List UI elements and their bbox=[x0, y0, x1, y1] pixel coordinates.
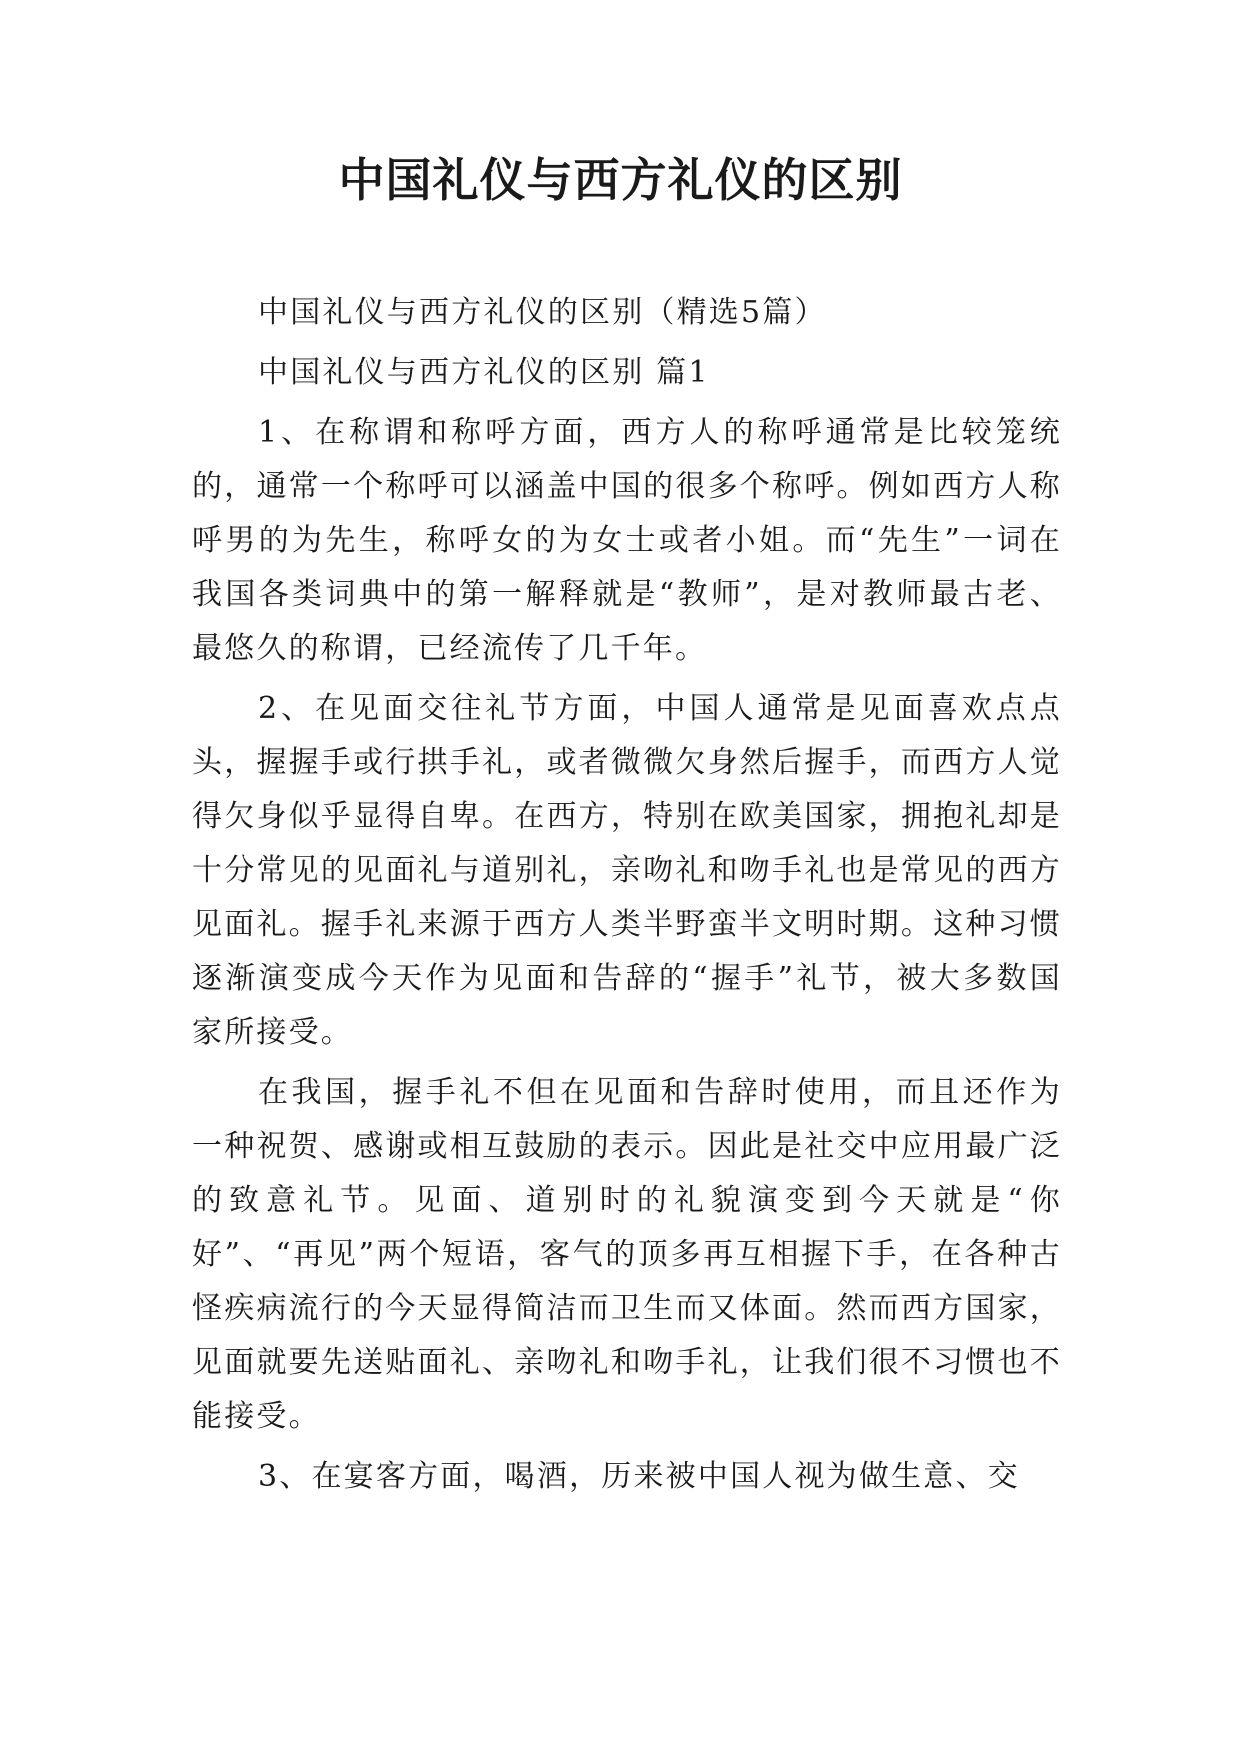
document-title: 中国礼仪与西方礼仪的区别 bbox=[338, 153, 903, 207]
document-body bbox=[192, 286, 1062, 1510]
body-paragraph: 1、在称谓和称呼方面，西方人的称呼通常是比较笼统的，通常一个称呼可以涵盖中国的很多个称呼。例如西方人称呼男的为先生，称呼女的为女士或者小姐。而“先生”一词在我国各类词典中的第一解释就是“教师”，是对教师最古老、最悠久的称谓，已经流传了几千年。 bbox=[192, 415, 1062, 666]
subtitle-paragraph: 中国礼仪与西方礼仪的区别（精选5篇） bbox=[258, 295, 827, 330]
body-paragraph: 2、在见面交往礼节方面，中国人通常是见面喜欢点点头，握握手或行拱手礼，或者微微欠身然后握手，而西方人觉得欠身似乎显得自卑。在西方，特别在欧美国家，拥抱礼却是十分常见的见面礼与道别礼，亲吻礼和吻手礼也是常见的西方见面礼。握手礼来源于西方人类半野蛮半文明时期。这种习惯逐渐演变成今天作为见面和告辞的“握手”礼节，被大多数国家所接受。 bbox=[192, 691, 1062, 1050]
section-heading-paragraph: 中国礼仪与西方礼仪的区别 篇1 bbox=[258, 355, 710, 390]
body-paragraph: 3、在宴客方面，喝酒，历来被中国人视为做生意、交 bbox=[258, 1459, 1020, 1494]
body-paragraph: 在我国，握手礼不但在见面和告辞时使用，而且还作为一种祝贺、感谢或相互鼓励的表示。因此是社交中应用最广泛的致意礼节。见面、道别时的礼貌演变到今天就是“你好”、“再见”两个短语，客气的顶多再互相握下手，在各种古怪疾病流行的今天显得简洁而卫生而又体面。然而西方国家，见面就要先送贴面礼、亲吻礼和吻手礼，让我们很不习惯也不能接受。 bbox=[192, 1075, 1062, 1434]
